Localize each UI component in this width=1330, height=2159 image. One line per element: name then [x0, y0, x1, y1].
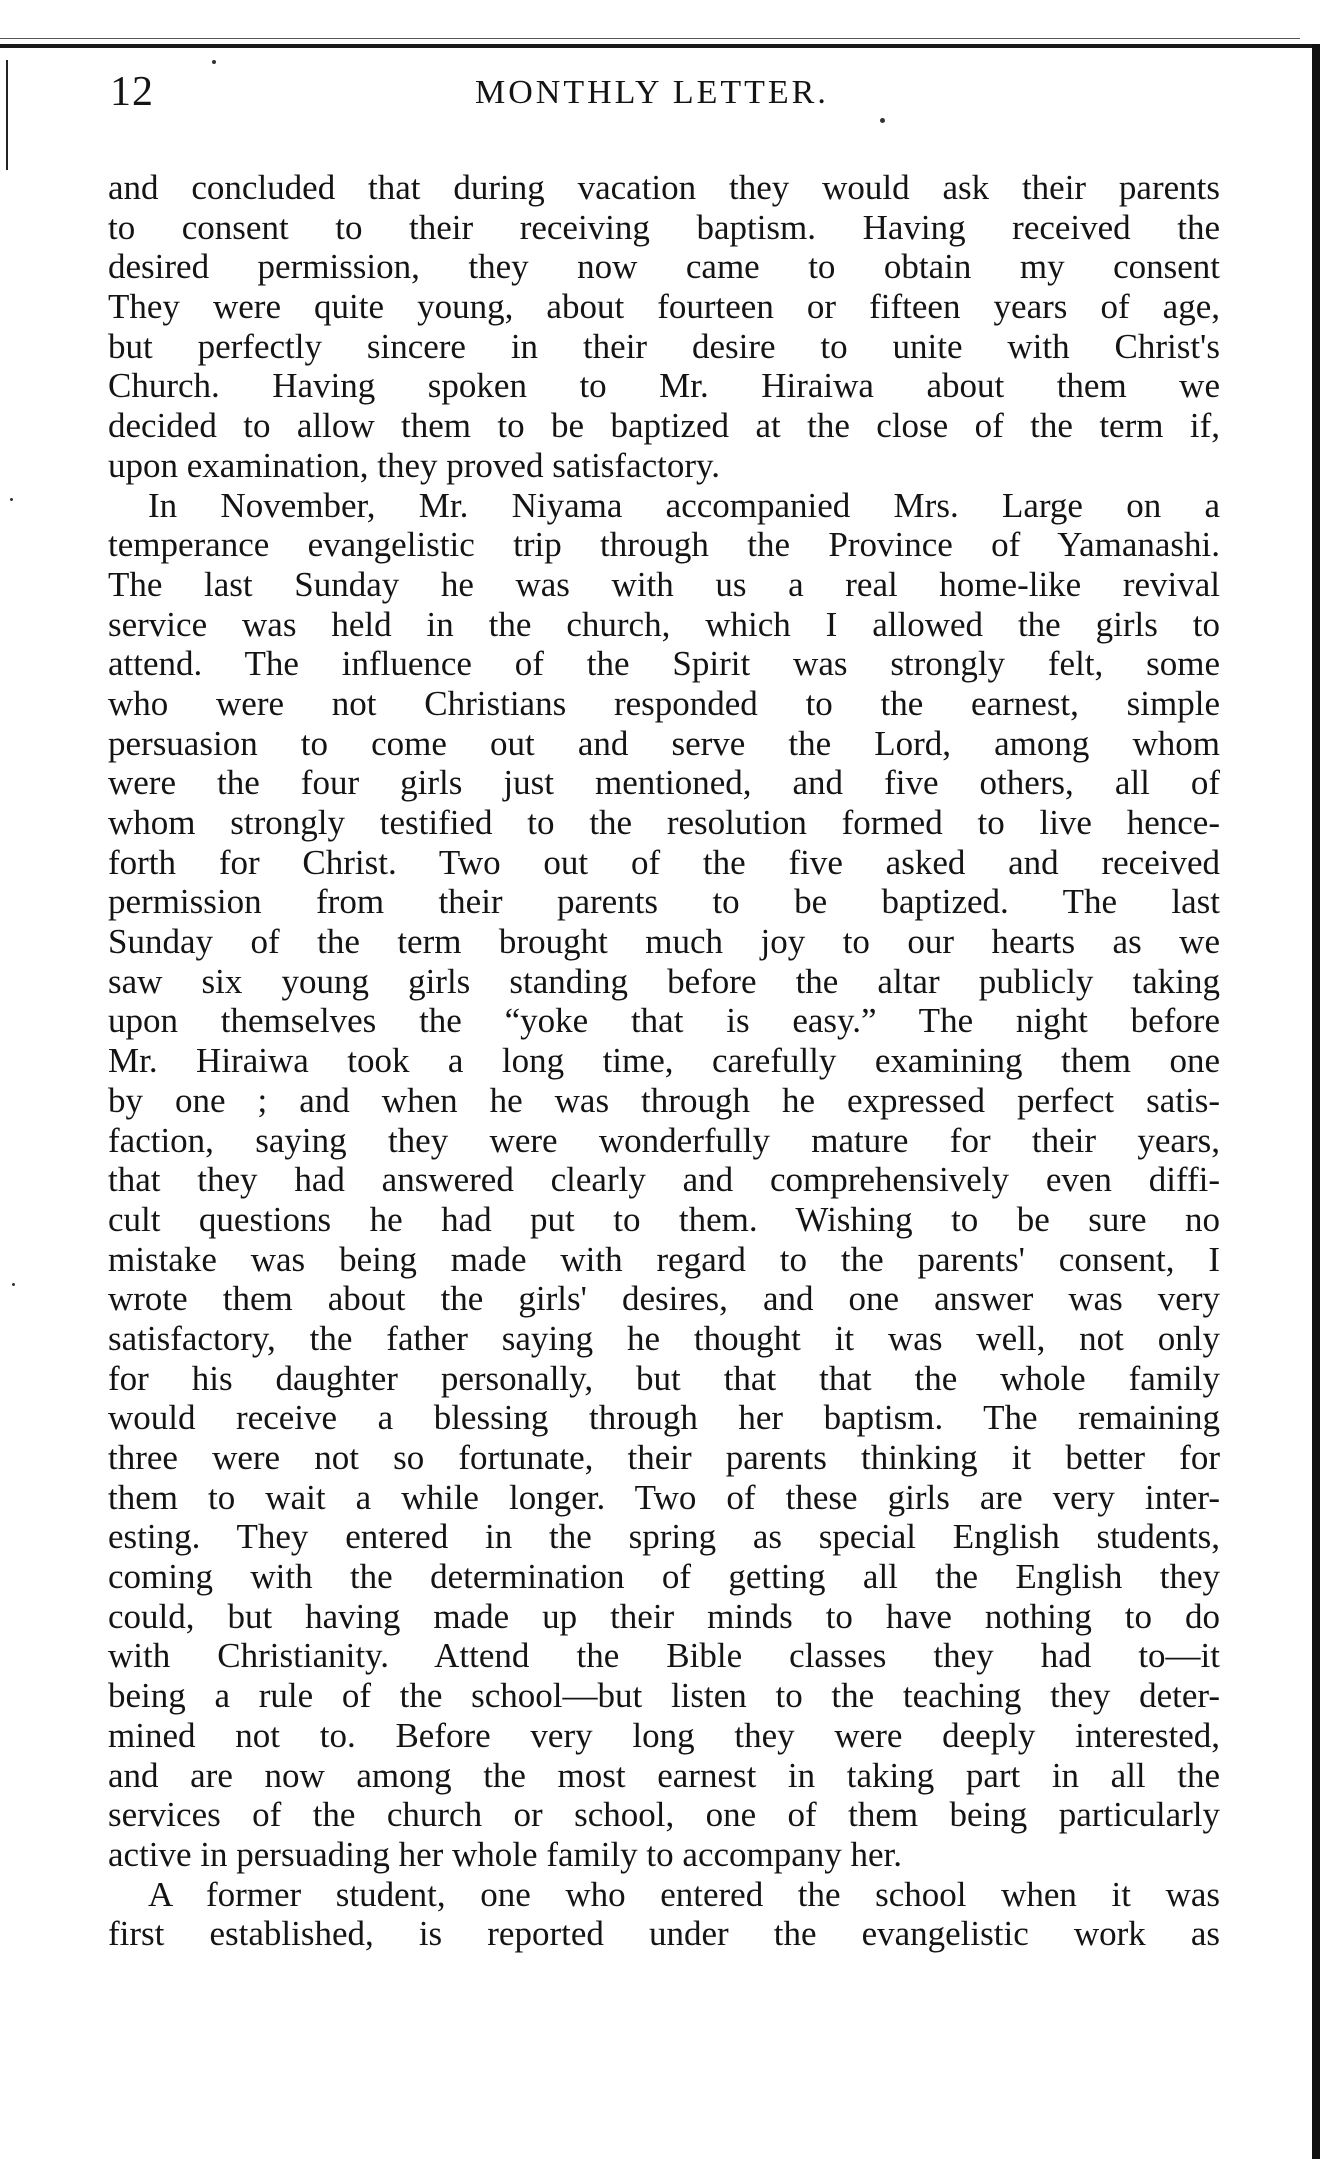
- text-line: The last Sunday he was with us a real home-like revival: [108, 564, 1220, 604]
- text-line: faction, saying they were wonderfully mature for their years,: [108, 1120, 1220, 1160]
- text-line: whom strongly testified to the resolution formed to live hence-: [108, 803, 1220, 842]
- scan-speck: [12, 1283, 15, 1286]
- text-line: were the four girls just mentioned, and five others, all of: [108, 763, 1220, 803]
- text-line: attend. The influence of the Spirit was strongly felt, some: [108, 644, 1220, 684]
- text-line: desired permission, they now came to obtain my consent: [108, 247, 1220, 287]
- text-line: first established, is reported under the evangelistic work as: [108, 1914, 1220, 1954]
- text-line: could, but having made up their minds to have nothing to do: [108, 1596, 1220, 1636]
- left-border-fragment: [6, 60, 8, 170]
- text-line: mined not to. Before very long they were deeply interested,: [108, 1715, 1220, 1755]
- text-line: active in persuading her whole family to accompany her.: [108, 1834, 903, 1874]
- text-line: saw six young girls standing before the altar publicly taking: [108, 961, 1220, 1001]
- text-line: upon examination, they proved satisfactory.: [108, 445, 721, 485]
- text-line: with Christianity. Attend the Bible classes they had to—it: [108, 1636, 1220, 1676]
- text-line: upon themselves the “yoke that is easy.” The night before: [108, 1001, 1220, 1041]
- paragraph-start-line: In November, Mr. Niyama accompanied Mrs. Large on a: [148, 485, 1220, 525]
- text-line: would receive a blessing through her baptism. The remaining: [108, 1398, 1220, 1438]
- text-line: cult questions he had put to them. Wishing to be sure no: [108, 1199, 1220, 1239]
- scan-speck: [212, 60, 216, 64]
- text-line: services of the church or school, one of them being particularly: [108, 1795, 1220, 1835]
- text-line: Church. Having spoken to Mr. Hiraiwa about them we: [108, 366, 1220, 406]
- page-number: 12: [110, 69, 154, 115]
- text-line: for his daughter personally, but that that the whole family: [108, 1358, 1220, 1398]
- text-line: three were not so fortunate, their parents thinking it better for: [108, 1438, 1220, 1477]
- text-line: who were not Christians responded to the earnest, simple: [108, 683, 1220, 723]
- text-line: Mr. Hiraiwa took a long time, carefully examining them one: [108, 1041, 1220, 1081]
- text-line: and are now among the most earnest in taking part in all the: [108, 1755, 1220, 1795]
- text-line: service was held in the church, which I allowed the girls to: [108, 604, 1220, 644]
- text-line: to consent to their receiving baptism. Having received the: [108, 207, 1220, 247]
- text-line: persuasion to come out and serve the Lord, among whom: [108, 723, 1220, 763]
- paragraph-start-line: A former student, one who entered the school when it was: [148, 1874, 1220, 1914]
- scan-speck: [880, 118, 885, 123]
- text-line: them to wait a while longer. Two of these girls are very inter-: [108, 1477, 1220, 1517]
- text-line: and concluded that during vacation they would ask their parents: [108, 168, 1220, 207]
- text-line: that they had answered clearly and comprehensively even diffi-: [108, 1160, 1220, 1200]
- text-line: by one ; and when he was through he expressed perfect satis-: [108, 1080, 1220, 1120]
- running-title: MONTHLY LETTER.: [475, 74, 829, 111]
- text-line: wrote them about the girls' desires, and one answer was very: [108, 1279, 1220, 1319]
- text-line: but perfectly sincere in their desire to unite with Christ's: [108, 326, 1220, 366]
- page-header: [110, 68, 1210, 128]
- text-line: coming with the determination of getting all the English they: [108, 1557, 1220, 1597]
- text-line: esting. They entered in the spring as special English students,: [108, 1517, 1220, 1557]
- text-line: Sunday of the term brought much joy to our hearts as we: [108, 922, 1220, 962]
- text-line: temperance evangelistic trip through the Province of Yamanashi.: [108, 525, 1220, 565]
- text-line: permission from their parents to be baptized. The last: [108, 882, 1220, 922]
- scan-speck: [10, 498, 13, 501]
- text-line: They were quite young, about fourteen or fifteen years of age,: [108, 287, 1220, 327]
- text-line: decided to allow them to be baptized at the close of the term if,: [108, 406, 1220, 446]
- text-line: forth for Christ. Two out of the five asked and received: [108, 842, 1220, 882]
- text-line: being a rule of the school—but listen to the teaching they deter-: [108, 1676, 1220, 1716]
- text-line: mistake was being made with regard to the parents' consent, I: [108, 1239, 1220, 1279]
- top-thin-rule: [0, 38, 1300, 39]
- top-rule: [0, 44, 1318, 48]
- text-line: satisfactory, the father saying he thought it was well, not only: [108, 1318, 1220, 1358]
- right-page-border: [1312, 44, 1320, 2159]
- body-text: [108, 168, 1220, 1954]
